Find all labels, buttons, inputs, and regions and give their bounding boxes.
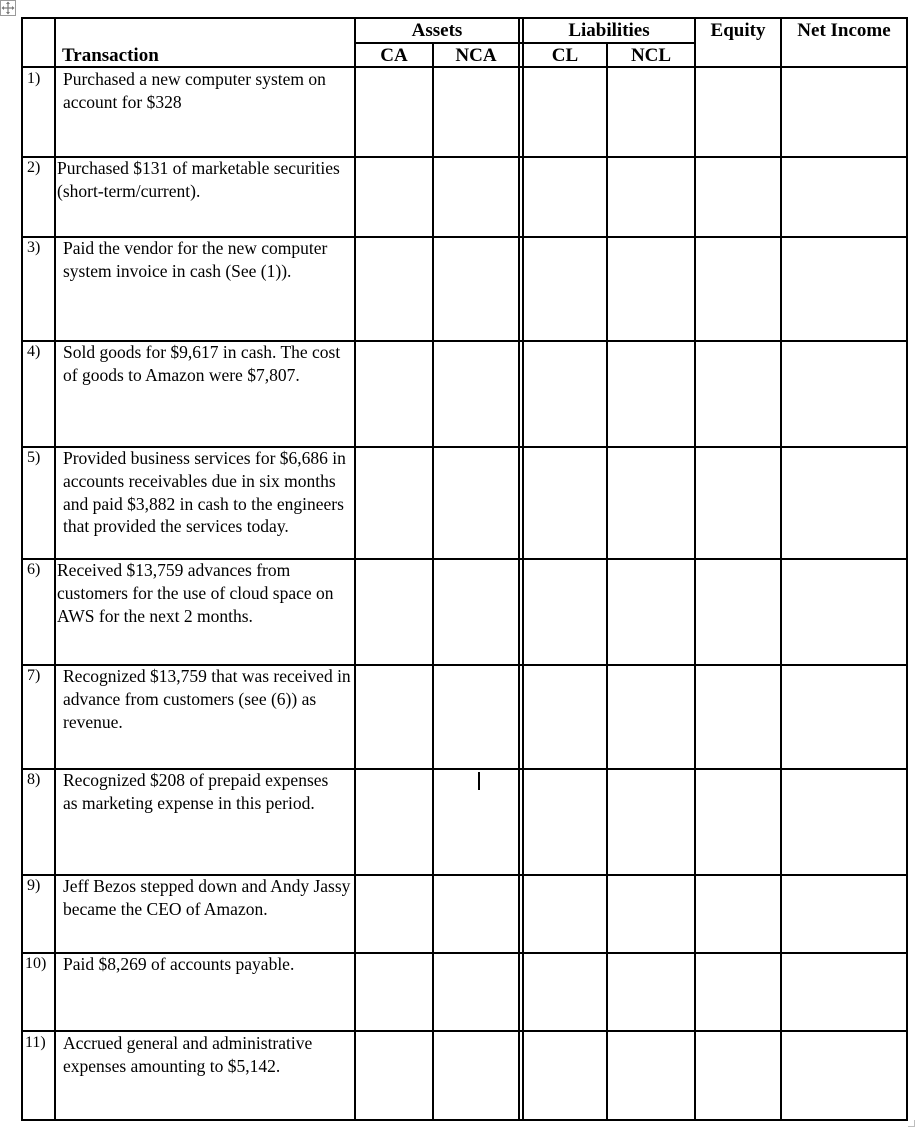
header-subdivider xyxy=(355,42,696,44)
row-number: 5) xyxy=(27,449,41,466)
row-number: 10) xyxy=(25,955,47,972)
equity-netincome-divider xyxy=(780,17,782,1121)
cl-ncl-divider xyxy=(606,42,608,1121)
row-number: 4) xyxy=(27,343,41,360)
page-corner-mark xyxy=(908,1120,915,1127)
transaction-text: Received $13,759 advances from customers for the use of cloud space on AWS for the next 2 months. xyxy=(57,560,334,626)
table-move-handle-icon[interactable] xyxy=(0,0,16,16)
header-transaction: Transaction xyxy=(62,45,159,66)
header-nca: NCA xyxy=(455,45,497,66)
row-number: 3) xyxy=(27,239,41,256)
row-number: 11) xyxy=(25,1034,46,1051)
header-equity: Equity xyxy=(710,20,766,41)
transaction-text: Jeff Bezos stepped down and Andy Jassy became the CEO of Amazon. xyxy=(63,876,351,919)
ca-column-left-line xyxy=(354,17,356,1121)
assets-liabilities-divider-a xyxy=(518,17,520,1121)
transaction-text: Sold goods for $9,617 in cash. The cost of goods to Amazon were $7,807. xyxy=(63,342,341,385)
header-net-income: Net Income xyxy=(797,20,891,41)
table-border-top xyxy=(21,17,908,19)
table-border-bottom xyxy=(21,1119,908,1121)
text-cursor xyxy=(478,772,480,790)
transaction-text: Accrued general and administrative expenses amounting to $5,142. xyxy=(63,1033,313,1076)
ca-nca-divider xyxy=(432,42,434,1121)
table-border-right xyxy=(906,17,908,1121)
table-border-left xyxy=(21,17,23,1121)
header-assets: Assets xyxy=(411,20,463,41)
header-ca: CA xyxy=(380,45,408,66)
row-number: 8) xyxy=(27,771,41,788)
liabilities-equity-divider xyxy=(694,17,696,1121)
header-ncl: NCL xyxy=(630,45,672,66)
transaction-text: Purchased a new computer system on account for $328 xyxy=(63,69,326,112)
row-number: 7) xyxy=(27,667,41,684)
header-liabilities: Liabilities xyxy=(568,20,650,41)
transaction-text: Recognized $208 of prepaid expenses as marketing expense in this period. xyxy=(63,770,329,813)
transaction-text: Paid $8,269 of accounts payable. xyxy=(63,954,295,974)
row-number: 9) xyxy=(27,877,41,894)
transaction-text: Purchased $131 of marketable securities (short-term/current). xyxy=(57,158,340,201)
transaction-text: Paid the vendor for the new computer system invoice in cash (See (1)). xyxy=(63,238,328,281)
number-column-divider xyxy=(54,17,56,1121)
transaction-text: Recognized $13,759 that was received in advance from customers (see (6)) as revenue. xyxy=(63,666,351,732)
row-number: 1) xyxy=(27,70,41,87)
header-cl: CL xyxy=(551,45,579,66)
row-number: 6) xyxy=(27,561,41,578)
row-number: 2) xyxy=(27,159,41,176)
transaction-text: Provided business services for $6,686 in accounts receivables due in six months and paid $3,882 in cash to the engineers that provided the services today. xyxy=(63,448,346,537)
assets-liabilities-divider-b xyxy=(522,17,524,1121)
